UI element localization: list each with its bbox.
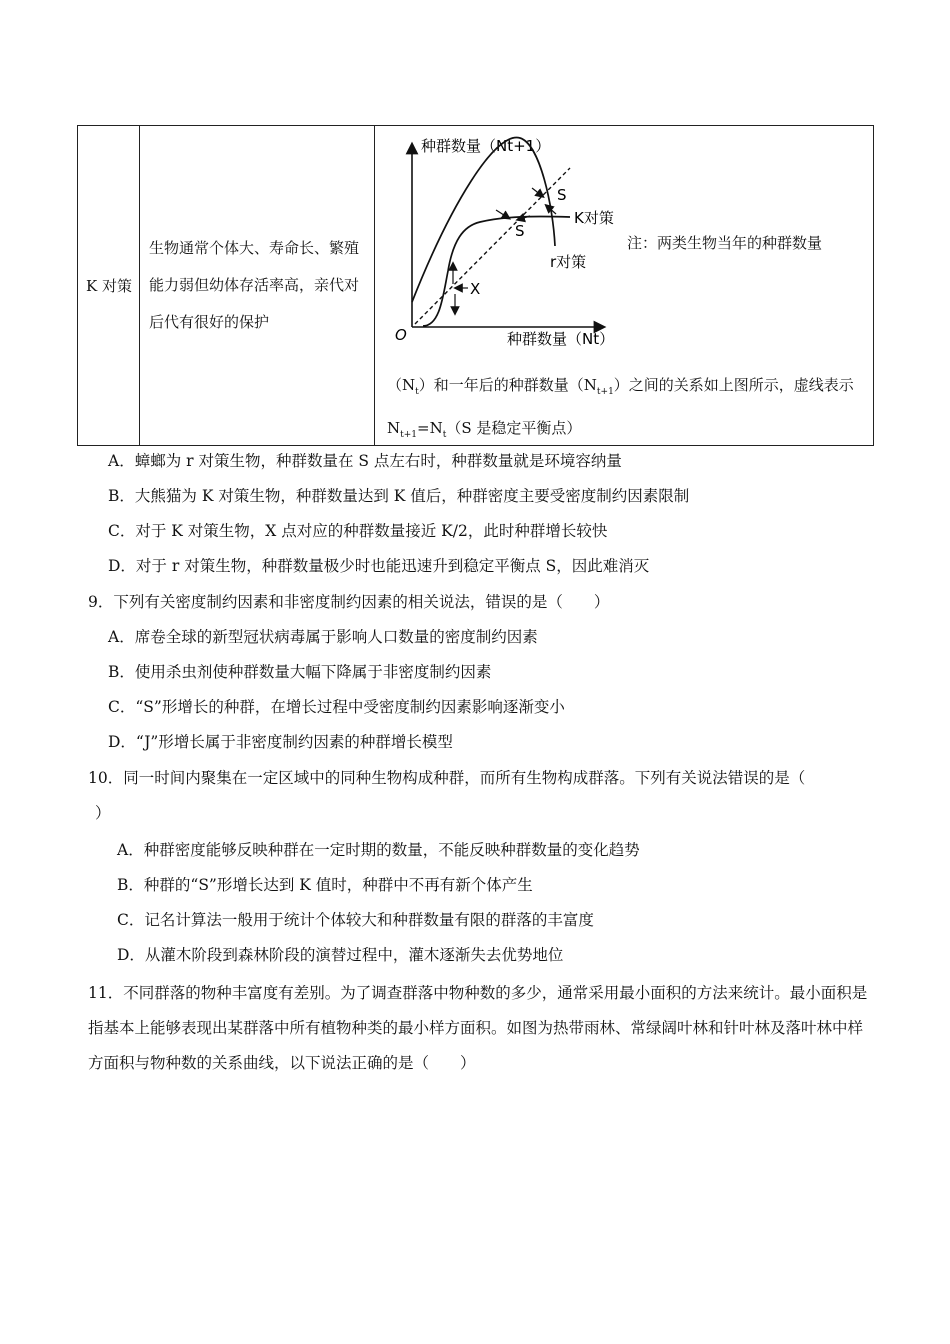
r-strategy-label: r对策 bbox=[550, 253, 587, 271]
graph-caption: $(N_t)$和一年后的种群数量$(N_{t+1})$之间的关系如上图所示，虚线表示 $N_{t+1}=N_t(S$ 是稳定平衡点） bbox=[387, 376, 854, 440]
point-x: X bbox=[470, 280, 481, 298]
x-axis-label: 种群数量（Nt） bbox=[507, 330, 615, 348]
q9-stem: 9．下列有关密度制约因素和非密度制约因素的相关说法，错误的是（ ） bbox=[88, 593, 610, 611]
graph-cell bbox=[375, 126, 874, 446]
q9-option-b: B．使用杀虫剂使种群数量大幅下降属于非密度制约因素 bbox=[108, 663, 492, 681]
q9-option-a: A．席卷全球的新型冠状病毒属于影响人口数量的密度制约因素 bbox=[108, 628, 538, 646]
point-s-lower: S bbox=[515, 222, 525, 240]
arrow-s-upper-left bbox=[532, 188, 541, 195]
strategy-table bbox=[77, 125, 874, 446]
q10-stem-line1: 10．同一时间内聚集在一定区域中的同种生物构成种群，而所有生物构成群落。下列有关说法错误的是（ bbox=[88, 769, 806, 787]
q8-option-a: A．蟑螂为 r 对策生物，种群数量在 S 点左右时，种群数量就是环境容纳量 bbox=[108, 452, 622, 470]
strategy-description: 生物通常个体大、寿命长、繁殖能力弱但幼体存活率高，亲代对后代有很好的保护 bbox=[149, 239, 360, 331]
k-strategy-label: K对策 bbox=[574, 209, 614, 227]
q8-option-c: C．对于 K 对策生物，X 点对应的种群数量接近 K/2，此时种群增长较快 bbox=[108, 522, 608, 540]
q10-option-a: A．种群密度能够反映种群在一定时期的数量，不能反映种群数量的变化趋势 bbox=[117, 841, 640, 859]
q8-option-d: D．对于 r 对策生物，种群数量极少时也能迅速升到稳定平衡点 S，因此难消灭 bbox=[108, 557, 650, 575]
q11-stem: 11．不同群落的物种丰富度有差别。为了调查群落中物种数的多少，通常采用最小面积的方法来统计。最小面积是指基本上能够表现出某群落中所有植物种类的最小样方面积。如图为热带雨林、常绿阔叶林和针叶林及落叶林中样方面积与物种数的关系曲线，以下说法正确的是（ ） bbox=[88, 984, 868, 1072]
q10-option-b: B．种群的“S”形增长达到 K 值时，种群中不再有新个体产生 bbox=[117, 876, 533, 894]
q10-option-d: D．从灌木阶段到森林阶段的演替过程中，灌木逐渐失去优势地位 bbox=[117, 946, 564, 964]
strategy-label: K 对策 bbox=[86, 276, 132, 295]
q10-stem-line2: ） bbox=[95, 804, 111, 822]
q8-option-b: B．大熊猫为 K 对策生物，种群数量达到 K 值后，种群密度主要受密度制约因素限制 bbox=[108, 487, 690, 505]
q9-option-c: C．“S”形增长的种群，在增长过程中受密度制约因素影响逐渐变小 bbox=[108, 698, 565, 716]
graph-note: 注：两类生物当年的种群数量 bbox=[627, 234, 823, 252]
strategy-label-cell bbox=[78, 126, 140, 446]
point-s-upper: S bbox=[557, 186, 567, 204]
arrow-s-lower-left bbox=[496, 210, 507, 217]
q9-option-d: D．“J”形增长属于非密度制约因素的种群增长模型 bbox=[108, 733, 453, 751]
table-row bbox=[78, 126, 874, 446]
description-cell bbox=[140, 126, 375, 446]
q10-option-c: C．记名计算法一般用于统计个体较大和种群数量有限的群落的丰富度 bbox=[117, 911, 594, 929]
y-axis-label: 种群数量（Nt+1） bbox=[421, 137, 551, 155]
origin-label: O bbox=[395, 326, 407, 344]
k-strategy-curve bbox=[423, 217, 570, 326]
r-strategy-curve bbox=[412, 138, 555, 302]
